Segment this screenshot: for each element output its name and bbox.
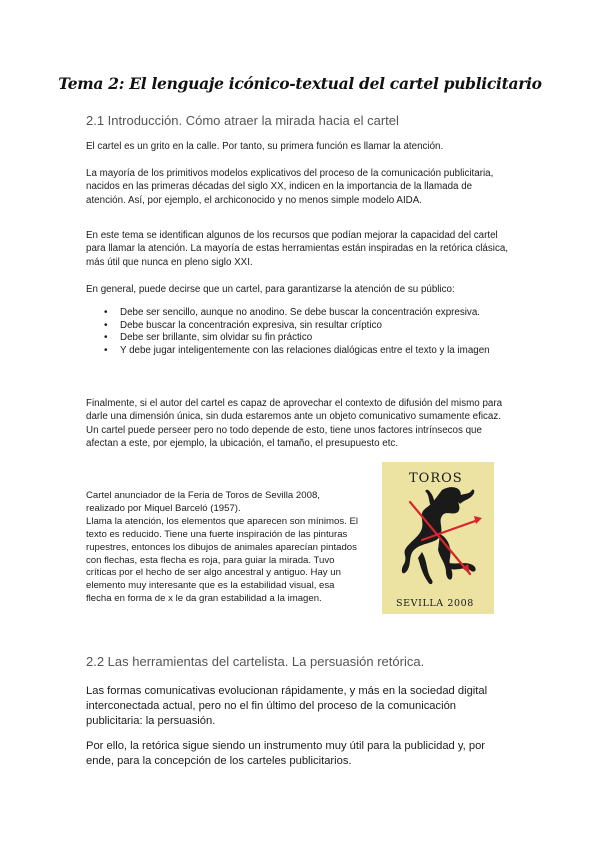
section-1-paragraph-5: Finalmente, si el autor del cartel es capaz de aprovechar el contexto de difusión del mismo para darle una dimensión única, sin duda estaremos ante un objeto comunicativo sumamente eficaz. Un cartel puede perseer pero no todo depende de esto, tiene unos factores intrínsecos que afectan a este, por ejemplo, la ubicación, el tamaño, el presupuesto etc.	[86, 398, 503, 450]
list-item-text: Debe ser brillante, sim olvidar su fin práctico	[120, 332, 313, 344]
bull-poster-image	[382, 462, 494, 614]
bull-poster-illustration	[382, 462, 494, 614]
section-2-paragraph-1: Las formas comunicativas evolucionan rápidamente, y más en la sociedad digital interconectada actual, pero no el fin último del proceso de la comunicación publicitaria: la persuasión.	[86, 685, 488, 727]
list-item	[86, 332, 514, 345]
section-1-paragraph-1: El cartel es un grito en la calle. Por tanto, su primera función es llamar la atención.	[86, 141, 444, 152]
list-item	[86, 345, 514, 358]
attention-requirements-list	[86, 307, 514, 357]
section-1-heading: 2.1 Introducción. Cómo atraer la mirada hacia el cartel	[86, 113, 399, 128]
poster-bottom-text: SEVILLA 2008	[396, 598, 474, 609]
bullet-icon: •	[104, 332, 108, 344]
section-2-paragraph-2: Por ello, la retórica sigue siendo un instrumento muy útil para la publicidad y, por ende, para la concepción de los carteles publicitarios.	[86, 740, 486, 767]
bullet-icon: •	[104, 344, 108, 356]
poster-caption-body: Llama la atención, los elementos que aparecen son mínimos. El texto es reducido. Tiene una fuerte inspiración de las pinturas rupestres, entonces los dibujos de animales aparecían pintados con flechas, esta flecha es roja, para guiar la mirada. Tuvo críticas por el hecho de ser algo ancestral y antiguo. Hay un elemento muy interesante que es la estabilidad visual, esa flecha en forma de x le da gran estabilidad a la imagen.	[86, 515, 358, 605]
poster-caption-title: Cartel anunciador de la Feria de Toros de Sevilla 2008, realizado por Miquel Barceló (1957).	[86, 490, 320, 514]
section-2-heading: 2.2 Las herramientas del cartelista. La persuasión retórica.	[86, 654, 425, 669]
list-item-text: Debe buscar la concentración expresiva, sin resultar críptico	[120, 319, 382, 331]
list-item-text: Debe ser sencillo, aunque no anodino. Se debe buscar la concentración expresiva.	[120, 307, 480, 318]
list-item-text: Y debe jugar inteligentemente con las relaciones dialógicas entre el texto y la imagen	[120, 344, 490, 356]
page-title: Tema 2: El lenguaje icónico-textual del cartel publicitario	[58, 74, 542, 93]
list-item	[86, 320, 514, 333]
list-item	[86, 307, 514, 320]
bullet-icon: •	[104, 319, 108, 331]
section-1-paragraph-2: La mayoría de los primitivos modelos explicativos del proceso de la comunicación publicitaria, nacidos en las primeras décadas del siglo XX, indicen en la importancia de la llamada de atención. Así, por ejemplo, el archiconocido y no menos simple modelo AIDA.	[86, 168, 494, 206]
poster-top-text: TOROS	[409, 471, 463, 486]
section-1-paragraph-3: En este tema se identifican algunos de los recursos que podían mejorar la capacidad del cartel para llamar la atención. La mayoría de estas herramientas están inspiradas en la retórica clásica, más útil que nunca en pleno siglo XXI.	[86, 230, 509, 268]
poster-caption	[86, 490, 358, 606]
bullet-icon: •	[104, 307, 108, 318]
section-1-paragraph-4: En general, puede decirse que un cartel, para garantizarse la atención de su público:	[86, 284, 455, 295]
